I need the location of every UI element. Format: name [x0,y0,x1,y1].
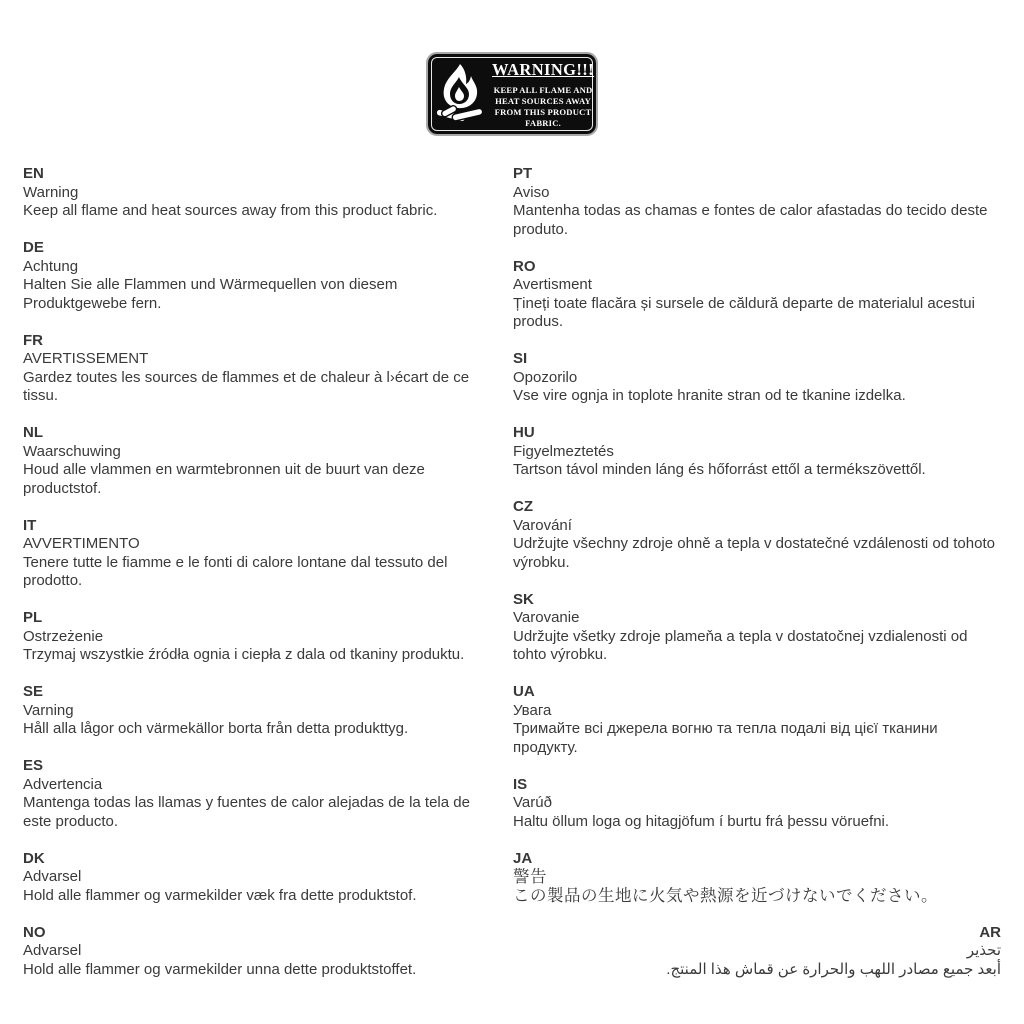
language-code: DE [23,239,44,256]
language-code: IT [23,516,37,534]
warning-text: この製品の生地に火気や熱源を近づけないでください。 [513,886,938,905]
warning-section-it [23,517,490,591]
warning-text: Tenere tutte le fiamme e le fonti di calore lontane dal tessuto del prodotto. [23,553,448,589]
campfire-icon [428,54,492,134]
warning-section-sk [513,591,1001,665]
warning-badge-line: FABRIC. [525,117,561,128]
warning-title: Advarsel [23,942,82,959]
language-code: PT [513,165,533,182]
warning-title: Ostrzeżenie [23,627,104,645]
warning-badge [426,52,598,136]
warning-text: Tartson távol minden láng és hőforrást ettől a termékszövettől. [513,461,926,478]
warning-text: Trzymaj wszystkie źródła ognia i ciepła z dala od tkaniny produktu. [23,646,465,663]
warning-title: تحذير [966,942,1001,959]
warning-section-ro [513,258,1001,332]
language-code: SI [513,350,528,367]
language-code: NO [23,923,46,941]
warning-title: Varovanie [513,609,580,626]
language-code: DK [23,849,45,867]
language-code: SK [513,590,534,608]
warning-section-fr [23,332,490,406]
warning-section-no [23,924,490,980]
column-left [23,165,490,998]
warning-section-en [23,165,490,221]
warning-section-es [23,757,490,831]
warning-badge-title: WARNING!!! [492,59,595,79]
warning-text: Keep all flame and heat sources away from this product fabric. [23,202,438,219]
warning-text: Hold alle flammer og varmekilder væk fra dette produktstof. [23,886,417,904]
warning-text: Vse vire ognja in toplote hranite stran od te tkanine izdelka. [513,387,906,404]
language-code: NL [23,424,43,441]
column-right [513,165,1001,998]
warning-text: Mantenha todas as chamas e fontes de calor afastadas do tecido deste produto. [513,202,988,238]
language-code: HU [513,424,535,441]
warning-section-de [23,239,490,313]
warning-title: 警告 [513,868,547,886]
warning-text: Mantenga todas las llamas y fuentes de calor alejadas de la tela de este producto. [23,794,470,830]
language-code: RO [513,257,536,275]
warning-badge-line: HEAT SOURCES AWAY [495,95,591,106]
warning-title: Aviso [513,183,550,201]
warning-text: Håll alla lågor och värmekällor borta från detta produkttyg. [23,720,409,737]
warning-text: Halten Sie alle Flammen und Wärmequellen von diesem Produktgewebe fern. [23,276,398,312]
warning-section-se [23,683,490,739]
warning-title: Warning [23,183,79,201]
warning-text: Gardez toutes les sources de flammes et de chaleur à l›écart de ce tissu. [23,368,470,404]
warning-title: AVERTISSEMENT [23,350,149,367]
warning-title: Opozorilo [513,368,578,386]
language-code: JA [513,849,533,867]
warning-title: Achtung [23,257,79,275]
warning-text: Houd alle vlammen en warmtebronnen uit de buurt van deze productstof. [23,461,425,497]
warning-section-ja [513,850,1001,906]
warning-title: Waarschuwing [23,442,121,460]
warning-section-dk [23,850,490,906]
warning-text: أبعد جميع مصادر اللهب والحرارة عن قماش هذا المنتج. [666,960,1001,978]
warning-title: AVVERTIMENTO [23,535,140,552]
language-code: UA [513,683,535,700]
warning-title: Avertisment [513,276,592,293]
warning-section-nl [23,424,490,498]
warning-title: Увага [513,701,552,719]
warning-title: Varování [513,516,572,534]
warning-section-ar [513,924,1001,980]
warning-text: Hold alle flammer og varmekilder unna dette produktstoffet. [23,960,417,978]
warning-badge-line: KEEP ALL FLAME AND [493,84,593,95]
warning-title: Advertencia [23,775,103,793]
warning-text: Udržujte všetky zdroje plameňa a tepla v dostatočnej vzdialenosti od tohto výrobku. [513,627,968,663]
warning-text: Тримайте всі джерела вогню та тепла подалі від цієї тканини продукту. [513,720,938,756]
warning-section-si [513,350,1001,406]
language-code: SE [23,683,44,700]
language-code: EN [23,165,44,182]
language-code: PL [23,609,43,626]
warning-text: Haltu öllum loga og hitagjöfum í burtu frá þessu vöruefni. [513,812,890,830]
warning-badge-line: FROM THIS PRODUCT [494,106,592,117]
language-code: AR [979,923,1001,941]
warning-section-pt [513,165,1001,239]
warning-title: Advarsel [23,868,82,885]
language-columns [23,165,1001,998]
warning-section-ua [513,683,1001,757]
warning-section-pl [23,609,490,665]
warning-title: Varúð [513,794,552,811]
warning-section-is [513,776,1001,832]
warning-section-hu [513,424,1001,480]
language-code: IS [513,775,528,793]
warning-badge-text [492,60,603,129]
language-code: FR [23,331,43,349]
warning-section-cz [513,498,1001,572]
language-code: CZ [513,498,533,515]
warning-text: Udržujte všechny zdroje ohně a tepla v dostatečné vzdálenosti od tohoto výrobku. [513,535,995,571]
warning-title: Figyelmeztetés [513,442,614,460]
warning-text: Țineți toate flacăra și sursele de căldură departe de materialul acestui produs. [513,294,975,330]
warning-title: Varning [23,701,74,719]
language-code: ES [23,757,44,774]
